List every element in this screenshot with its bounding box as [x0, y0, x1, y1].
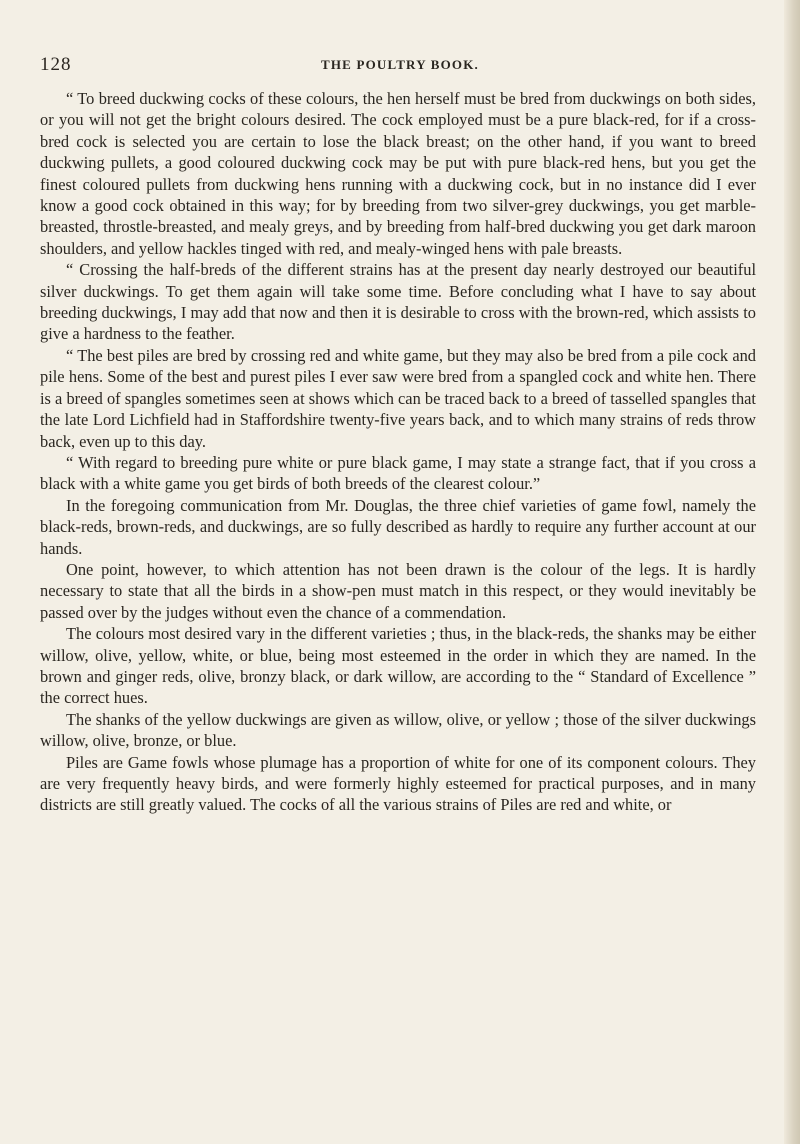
page-edge-shadow: [784, 0, 800, 1144]
paragraph: Piles are Game fowls whose plumage has a proportion of white for one of its component colours. They are very frequently heavy birds, and were formerly highly esteemed for practical purposes, and in many districts are still greatly valued. The cocks of all the various strains of Piles are red and white, or: [40, 752, 756, 815]
running-head: THE POULTRY BOOK.: [320, 57, 480, 72]
paragraph: One point, however, to which attention has not been drawn is the colour of the legs. It is hardly necessary to state that all the birds in a show-pen must match in this respect, or they would inevitably be passed over by the judges without even the chance of a commendation.: [40, 559, 756, 622]
page-header: [40, 54, 760, 80]
page-number: 128: [40, 54, 72, 75]
paragraph: In the foregoing communication from Mr. Douglas, the three chief varieties of game fowl, namely the black-reds, brown-reds, and duckwings, are so fully described as hardly to require any further account at our hands.: [40, 495, 756, 558]
paragraph: “ Crossing the half-breds of the different strains has at the present day nearly destroyed our beautiful silver duckwings. To get them again will take some time. Before concluding what I have to say about breeding duckwings, I may add that now and then it is desirable to cross with the brown-red, which assists to give a hardness to the feather.: [40, 260, 756, 344]
paragraph: “ With regard to breeding pure white or pure black game, I may state a strange fact, that if you cross a black with a white game you get birds of both breeds of the clearest colour.”: [40, 452, 756, 494]
body-text: [40, 88, 756, 816]
paragraph: “ The best piles are bred by crossing red and white game, but they may also be bred from a pile cock and pile hens. Some of the best and purest piles I ever saw were bred from a spangled cock and white hen. There is a breed of spangles sometimes seen at shows which can be traced back to a breed of tasselled spangles that the late Lord Lichfield had in Staffordshire twenty-five years back, and to which many strains of reds throw back, even up to this day.: [40, 345, 756, 451]
paragraph: The colours most desired vary in the different varieties ; thus, in the black-reds, the shanks may be either willow, olive, yellow, white, or blue, being most esteemed in the order in which they are named. In the brown and ginger reds, olive, bronzy black, or dark willow, are according to the “ Standard of Excellence ” the correct hues.: [40, 624, 756, 708]
paragraph: The shanks of the yellow duckwings are given as willow, olive, or yellow ; those of the silver duckwings willow, olive, bronze, or blue.: [40, 709, 756, 751]
paragraph: “ To breed duckwing cocks of these colours, the hen herself must be bred from duckwings on both sides, or you will not get the bright colours desired. The cock employed must be a pure black-red, for if a cross-bred cock is selected you are certain to lose the black breast; on the other hand, if you want to breed duckwing pullets, a good coloured duckwing cock may be put with pure black-red hens, but you get the finest coloured pullets from duckwing hens running with a duckwing cock, but in no instance did I ever know a good cock obtained in this way; for by breeding from two silver-grey duckwings, you get marble-breasted, throstle-breasted, and mealy greys, and by breeding from half-bred duckwing you get dark maroon shoulders, and yellow hackles tinged with red, and mealy-winged hens with pale breasts.: [40, 89, 756, 258]
